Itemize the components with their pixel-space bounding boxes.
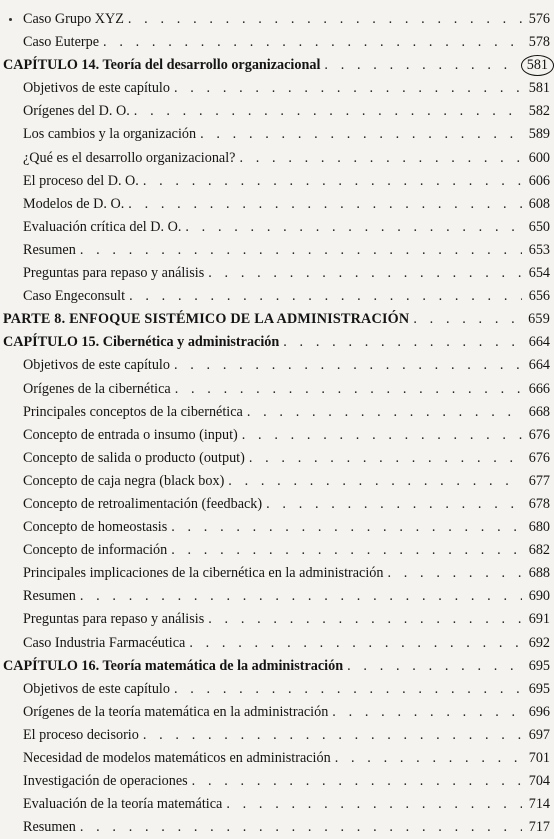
toc-entry [0,539,554,562]
toc-entry-title [23,401,243,424]
toc-page-number [526,608,550,631]
dot-leader [134,100,522,123]
dot-leader [80,239,522,262]
page-number-text: 717 [528,819,550,836]
dot-leader [242,424,522,447]
toc-page-number [526,816,550,839]
toc-entry [0,123,554,146]
toc-entry-title [23,31,99,54]
page-number-text: 714 [528,796,550,813]
toc-entry [0,378,554,401]
dot-leader [249,447,522,470]
toc-chapter-heading [0,54,554,77]
toc-entry-title [23,770,188,793]
toc-entry [0,147,554,170]
dot-leader [174,77,522,100]
page-number-text: 697 [528,726,550,743]
toc-entry-title [23,816,76,839]
toc-page-number [526,655,550,678]
dot-leader [174,354,522,377]
toc-page-number [526,470,550,493]
toc-entry [0,401,554,424]
toc-page-number [526,285,550,308]
toc-entry-label: CAPÍTULO 16. [3,657,100,674]
toc-entry-title [23,724,139,747]
page-number-text: 678 [528,495,550,512]
toc-entry-text: ¿Qué es el desarrollo organizacional? [23,149,236,166]
toc-entry [0,816,554,839]
page-number-text: 701 [528,750,550,766]
toc-entry-title [23,493,262,516]
toc-entry-text: Cibernética y administración [102,334,280,351]
toc-entry-text: Modelos de D. O. [23,195,125,212]
page-number-text: 654 [528,265,550,282]
page-number-text: 695 [528,657,550,674]
toc-entry-title [3,655,343,678]
toc-entry-text: Concepto de retroalimentación (feedback) [23,495,263,512]
toc-page-number [526,747,550,770]
toc-entry [0,31,554,54]
dot-leader [208,608,522,631]
page-number-text: 589 [528,126,550,143]
toc-page-number [526,562,550,585]
toc-entry-title [23,447,245,470]
toc-entry-text: Orígenes de la cibernética [23,380,171,397]
toc-entry [0,632,554,655]
page-number-text: 680 [528,519,550,536]
toc-page-number [526,493,550,516]
toc-entry-text: Teoría del desarrollo organizacional [102,57,321,74]
toc-entry [0,562,554,585]
toc-entry-text: Investigación de operaciones [23,773,188,790]
toc-entry [0,470,554,493]
toc-entry-title [23,147,235,170]
toc-entry [0,193,554,216]
toc-entry-title [23,170,139,193]
toc-entry-text: Concepto de salida o producto (output) [23,449,245,466]
toc-entry [0,678,554,701]
toc-page-number [526,516,550,539]
toc-entry-text: Objetivos de este capítulo [23,680,170,697]
toc-entry [0,77,554,100]
toc-page-number [526,632,550,655]
toc-entry-text: Resumen [23,819,76,836]
toc-entry-title [23,585,76,608]
toc-chapter-heading [0,331,554,354]
toc-entry-text: Resumen [23,588,76,605]
page-number-text: 576 [528,11,550,27]
toc-page-number [526,193,550,216]
toc-entry-text: Necesidad de modelos matemáticos en administración [23,750,331,766]
toc-page-number [526,8,550,31]
toc-entry-title [23,77,170,100]
toc-entry [0,285,554,308]
dot-leader [324,54,516,77]
dot-leader [129,285,522,308]
toc-entry [0,770,554,793]
dot-leader [143,724,522,747]
toc-page-number [526,77,550,100]
toc-page-number [526,770,550,793]
toc-entry-title [23,239,76,262]
toc-entry-title [23,123,196,146]
page-number-text: 695 [528,680,550,697]
dot-leader [335,747,522,770]
dot-leader [200,123,522,146]
toc-page-number [526,308,550,331]
page-number-text: 659 [528,311,550,328]
dot-leader [347,655,522,678]
toc-entry-title [23,516,167,539]
toc-entry-title [3,331,279,354]
toc-entry [0,354,554,377]
toc-entry-text: Preguntas para repaso y análisis [23,611,205,628]
toc-page-number [526,331,550,354]
dot-leader [185,216,522,239]
toc-page-number [526,239,550,262]
toc-page-number [526,424,550,447]
toc-entry-title [23,8,124,31]
page-number-text: 600 [528,149,550,166]
toc-page-number [526,100,550,123]
toc-entry [0,608,554,631]
toc-chapter-heading [0,655,554,678]
page-number-text: 608 [528,195,550,212]
dot-leader [208,262,522,285]
page-number-text: 704 [528,773,550,790]
page-number-text: 692 [528,634,550,651]
toc-entry-text: Caso Engeconsult [23,288,126,305]
toc-entry-text: Evaluación de la teoría matemática [23,796,223,813]
dot-leader [189,632,522,655]
toc-entry [0,424,554,447]
toc-page-number [521,54,550,77]
dot-leader [413,308,522,331]
toc-entry-label: PARTE 8. [3,311,66,328]
toc-entry-text: Caso Euterpe [23,34,100,51]
toc-entry-text: Objetivos de este capítulo [23,357,170,374]
toc-part-heading [0,308,554,331]
toc-page-number [526,170,550,193]
toc-entry-title [23,424,238,447]
page-number-text: 682 [528,542,550,559]
dot-leader [80,816,522,839]
toc-page-number [526,793,550,816]
dot-leader [103,31,522,54]
dot-leader [80,585,522,608]
dot-leader [171,539,522,562]
dot-leader [239,147,522,170]
toc-entry-text: Preguntas para repaso y análisis [23,265,205,282]
toc-entry-title [23,678,170,701]
toc-entry [0,262,554,285]
toc-entry [0,216,554,239]
toc-page-number [526,354,550,377]
toc-page-number [526,447,550,470]
dot-leader [247,401,522,424]
toc-entry [0,793,554,816]
toc-entry-text: Concepto de entrada o insumo (input) [23,426,238,443]
toc-entry-text: Principales implicaciones de la cibernética en la administración [23,565,384,582]
page-number-text: 691 [528,611,550,628]
dot-leader [128,8,522,31]
toc-page-number [526,378,550,401]
page-number-text: 676 [528,426,550,443]
toc-entry-text: Caso Grupo XYZ [23,11,124,27]
toc-entry [0,701,554,724]
dot-leader [266,493,522,516]
page-number-text: 668 [528,403,550,420]
page-number-text: 677 [528,472,550,489]
toc-entry-title [23,539,167,562]
toc-entry-title [23,378,171,401]
table-of-contents [0,8,554,839]
dot-leader [128,193,522,216]
toc-entry-text: Objetivos de este capítulo [23,80,170,97]
toc-entry-label: CAPÍTULO 15. [3,334,100,351]
toc-entry-text: Concepto de información [23,542,168,559]
toc-entry-text: Resumen [23,241,76,258]
dot-leader [192,770,522,793]
toc-page-number [526,216,550,239]
page-number-text: 690 [528,588,550,605]
toc-entry [0,8,554,31]
toc-entry-text: Principales conceptos de la cibernética [23,403,243,420]
page-number-text: 606 [528,172,550,189]
toc-page-number [526,724,550,747]
page-number-text: 581 [528,80,550,97]
page-number-text: 688 [528,565,550,582]
toc-page-number [526,585,550,608]
page-number-text: 676 [528,449,550,466]
toc-entry [0,493,554,516]
toc-entry-title [23,100,130,123]
toc-page-number [526,678,550,701]
dot-leader [283,331,522,354]
toc-entry-title [23,262,204,285]
toc-entry [0,585,554,608]
toc-entry-title [23,747,331,770]
page-number-text: 656 [528,288,550,305]
toc-page-number [526,123,550,146]
toc-entry-text: El proceso decisorio [23,726,139,743]
page-number-text: 578 [528,34,550,51]
toc-entry [0,239,554,262]
toc-entry-text: Los cambios y la organización [23,126,197,143]
page-number-text: 653 [528,241,550,258]
page-number-text: 664 [528,334,550,351]
dot-leader [226,793,522,816]
toc-entry-title [23,608,204,631]
toc-entry-title [23,470,224,493]
toc-entry-title [23,354,170,377]
circled-page-number: 581 [521,55,554,76]
dot-leader [175,378,522,401]
toc-entry-text: Concepto de caja negra (black box) [23,472,225,489]
toc-entry-text: Caso Industria Farmacéutica [23,634,186,651]
page-number-text: 650 [528,218,550,235]
toc-entry-title [3,54,320,77]
toc-entry [0,170,554,193]
toc-entry-text: Orígenes de la teoría matemática en la administración [23,703,329,720]
toc-page-number [526,401,550,424]
toc-entry [0,724,554,747]
toc-entry [0,447,554,470]
toc-entry-title [3,308,409,331]
dot-leader [143,170,522,193]
dot-leader [174,678,522,701]
toc-entry-text: El proceso del D. O. [23,172,139,189]
dot-leader [387,562,522,585]
toc-entry-title [23,793,222,816]
page-number-text: 696 [528,703,550,720]
toc-entry-title [23,285,125,308]
toc-page-number [526,701,550,724]
toc-entry [0,100,554,123]
toc-entry-text: ENFOQUE SISTÉMICO DE LA ADMINISTRACIÓN [69,311,410,328]
page-number-text: 666 [528,380,550,397]
toc-entry-title [23,216,181,239]
toc-entry-label: CAPÍTULO 14. [3,57,100,74]
toc-entry-text: Orígenes del D. O. [23,103,130,120]
toc-page-number [526,539,550,562]
toc-page-number [526,147,550,170]
toc-entry-text: Teoría matemática de la administración [102,657,344,674]
toc-entry-title [23,701,328,724]
toc-page-number [526,262,550,285]
toc-entry-title [23,193,124,216]
toc-entry [0,516,554,539]
toc-entry-title [23,632,185,655]
toc-entry-text: Evaluación crítica del D. O. [23,218,182,235]
toc-entry-title [23,562,383,585]
dot-leader [228,470,522,493]
toc-entry [0,747,554,770]
page-number-text: 582 [528,103,550,120]
toc-page-number [526,31,550,54]
dot-leader [332,701,522,724]
page-number-text: 664 [528,357,550,374]
dot-leader [171,516,522,539]
toc-entry-text: Concepto de homeostasis [23,519,168,536]
